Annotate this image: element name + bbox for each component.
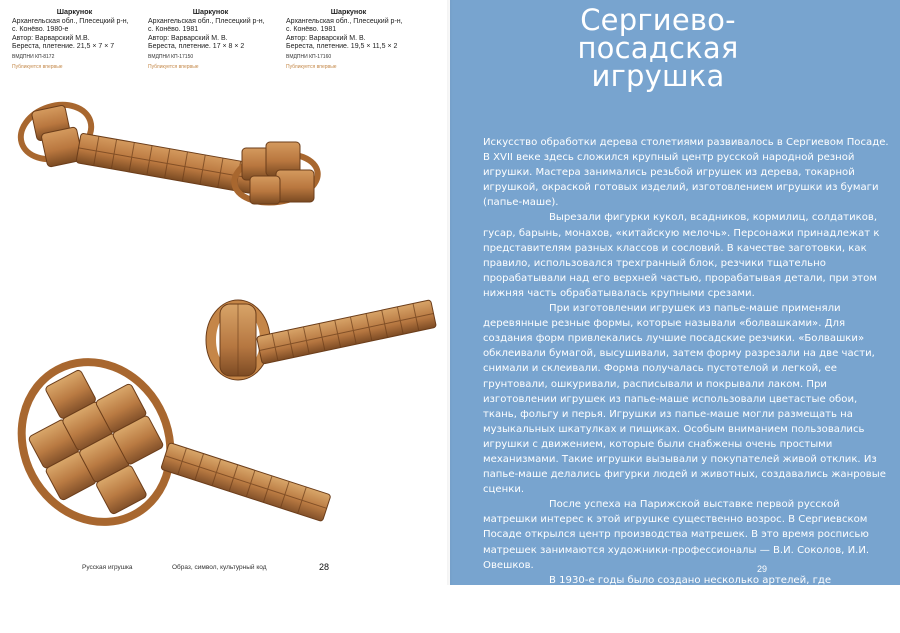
paragraph: Вырезали фигурки кукол, всадников, кормилиц, солдатиков, гусар, барынь, монахов, «китайскую мелочь». Персонажи принадлежат к представителям разных классов и сословий. В качестве заготовки, как правило, использовался трехгранный блок, резчики тщательно прорабатывали над его верхней частью, прорабатывая детали, при этом нижняя часть обрабатывалась крупными срезами.	[483, 212, 880, 299]
caption-line: Береста, плетение. 21,5 × 7 × 7	[12, 43, 115, 51]
title-line: Сергиево-	[580, 3, 736, 37]
caption-line: Береста, плетение. 17 × 8 × 2	[148, 43, 245, 51]
caption-title: Шаркунок	[192, 7, 229, 16]
caption-note: Публикуется впервые	[148, 63, 199, 70]
paragraph: После успеха на Парижской выставке первой русской матрешки интерес к этой игрушке существенно возрос. В Сергиевском Посаде открылся центр производства матрешек. В это время росписью матрешек занимаются художники-профессионалы — В.И. Соколов, И.И. Овешков.	[483, 499, 870, 571]
right-page	[450, 0, 900, 631]
caption-line: с. Конёво. 1981	[148, 26, 199, 34]
rattle-illustration-3	[18, 350, 336, 536]
caption-note: Публикуется впервые	[286, 63, 337, 70]
caption-1	[12, 8, 137, 71]
caption-line: Автор: Варварский М.В.	[12, 34, 90, 42]
page-number-left: 28	[319, 562, 330, 572]
caption-title: Шаркунок	[330, 7, 367, 16]
caption-line: Архангельская обл., Плесецкий р-н,	[286, 17, 403, 25]
article-body	[483, 135, 893, 633]
caption-3	[286, 8, 411, 71]
caption-code: ВМДПНИ КП-17150	[148, 53, 194, 60]
title-line: игрушка	[591, 59, 725, 93]
caption-line: Береста, плетение. 19,5 × 11,5 × 2	[286, 43, 398, 51]
rattle-photo-3	[18, 350, 336, 536]
paragraph: Искусство обработки дерева столетиями развивалось в Сергиевом Посаде. В XVII веке здесь сложился крупный центр русской народной резной игрушки. Мастера занимались резьбой игрушек из дерева, токарной игрушкой, окраской готовых изделий, изготовлением игрушки из бумаги (папье-маше).	[483, 137, 889, 209]
caption-code: ВМДПНИ КП-17160	[286, 53, 332, 60]
paragraph: В 1930-е годы было создано несколько артелей, где утвердился поточный метод росписи. Традиционный тип сергиево-посадской матрешки — в виде крестьянки — матери семейства в сарафане,	[483, 574, 847, 631]
footer-series: Русская игрушка	[82, 564, 133, 571]
caption-line: Автор: Варварский М. В.	[286, 34, 366, 42]
caption-2	[148, 8, 273, 71]
caption-note: Публикуется впервые	[12, 63, 63, 70]
page-title	[523, 3, 793, 93]
caption-line: с. Конёво. 1980-е	[12, 26, 69, 34]
caption-line: Архангельская обл., Плесецкий р-н,	[148, 17, 265, 25]
title-line: посадская	[577, 31, 739, 65]
caption-title: Шаркунок	[56, 7, 93, 16]
footer-chapter: Образ, символ, культурный код	[172, 564, 267, 571]
page-number-right: 29	[757, 564, 768, 574]
left-page	[0, 0, 450, 585]
rattle-photo-1	[14, 90, 326, 208]
caption-line: с. Конёво. 1981	[286, 26, 337, 34]
caption-line: Архангельская обл., Плесецкий р-н,	[12, 17, 129, 25]
left-footer	[0, 562, 450, 574]
caption-line: Автор: Варварский М. В.	[148, 34, 228, 42]
paragraph: При изготовлении игрушек из папье-маше применяли деревянные резные формы, которые называли «болвашками». Для создания форм привлекались лучшие посадские резчики. «Болвашки» обклеивали бумагой, высушивали, затем форму разрезали на две части, снимали и склеивали. Форма получалась пустотелой и легкой, ее грунтовали, ошкуривали, расписывали и покрывали лаком. При изготовлении игрушек из папье-маше использовали цветастые обои, ткань, фольгу и перья. Игрушки из папье-маше могли размещать на музыкальных шкатулках и пищиках. Особым вниманием пользовались игрушки с движением, которые были снабжены очень простыми механизмами. Такие игрушки вызывали у покупателей живой отклик. Из папье-маше делались фигурки людей и животных, создавались жанровые сценки.	[483, 303, 886, 496]
rattle-illustration-1	[14, 90, 326, 208]
caption-code: ВМДПНИ КП-8172	[12, 53, 55, 60]
book-gutter	[447, 0, 453, 585]
